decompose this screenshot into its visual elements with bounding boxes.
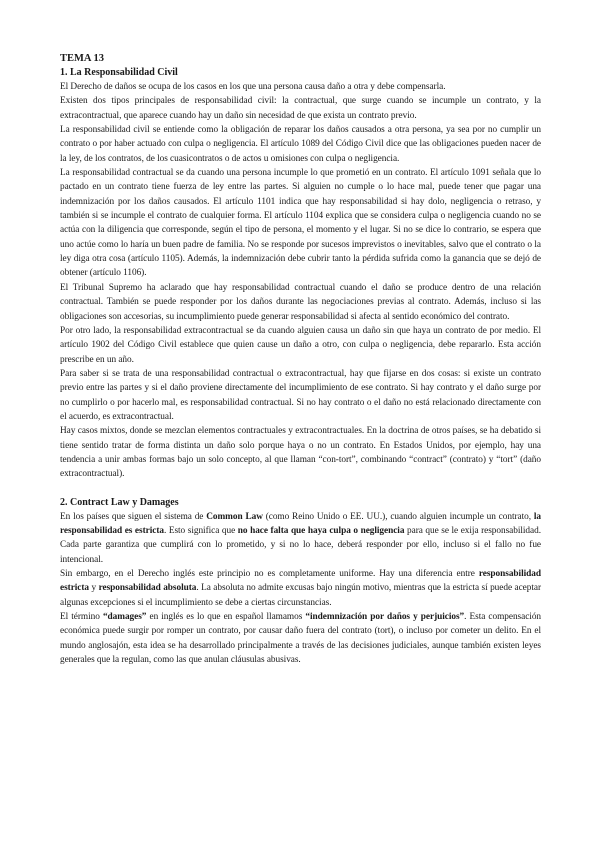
text-run: . La absoluta no admite excusas bajo ningún motivo, mientras que la estricta sí puede aceptar algunas excepciones si el incumplimiento se debe a ciertas circunstancias. bbox=[60, 583, 541, 608]
section-1-paragraph: Hay casos mixtos, donde se mezclan elementos contractuales y extracontractuales. En la doctrina de otros países, se ha debatido si tiene sentido tratar de forma distinta un daño solo porque haya o no un contrato. En Estados Unidos, por ejemplo, hay una tendencia a unir ambas formas bajo un solo concepto, al que llaman “con-tort”, combinando “contract” (contrato) y “tort” (daño extracontractual). bbox=[60, 426, 541, 480]
bold-term: “damages” bbox=[102, 612, 147, 623]
section-1-paragraph: El Derecho de daños se ocupa de los casos en los que una persona causa daño a otra y debe compensarla. bbox=[60, 82, 446, 92]
section-2-paragraph-1 bbox=[60, 510, 541, 567]
bold-term: la responsabilidad es estricta bbox=[60, 511, 541, 536]
text-run: El término bbox=[60, 612, 103, 623]
section-1-paragraph: La responsabilidad contractual se da cuando una persona incumple lo que prometió en un contrato. El artículo 1091 señala que lo pactado en un contrato tiene fuerza de ley entre las partes. Si alguien no cumple o lo hace mal, puede tener que pagar una indemnización por los daños causados. El artículo 1101 indica que hay responsabilidad si hay dolo, negligencia o retraso, y también si se incumple el contrato de cualquier forma. El artículo 1104 explica que se considera culpa o negligencia cuando no se actúa con la diligencia que corresponde, según el tipo de persona, el momento y el lugar. Si no se dice lo contrario, se espera que uno actúe como lo haría un buen padre de familia. No se responde por sucesos imprevistos o inevitables, salvo que el contrato o la ley diga otra cosa (artículo 1105). Además, la indemnización debe cubrir tanto la pérdida sufrida como la ganancia que se dejó de obtener (artículo 1106). bbox=[60, 168, 541, 279]
bold-term: Common Law bbox=[206, 511, 263, 522]
bold-term: no hace falta que haya culpa o negligencia bbox=[237, 525, 405, 536]
section-1-heading: 1. La Responsabilidad Civil bbox=[60, 67, 178, 78]
text-run: y bbox=[89, 583, 99, 594]
section-2-heading: 2. Contract Law y Damages bbox=[60, 496, 179, 508]
text-run: (como Reino Unido o EE. UU.), cuando alguien incumple un contrato, bbox=[262, 511, 534, 522]
text-run: . Esta compensación económica puede surgir por romper un contrato, por causar daño fuera del contrato (tort), o incluso por cometer un delito. En el mundo anglosajón, esta idea se ha desarrollado principalmente a través de las decisiones judiciales, aunque también existen leyes generales que la regulan, como las que anulan cláusulas abusivas. bbox=[60, 612, 542, 666]
bold-term: responsabilidad estricta bbox=[60, 569, 541, 594]
document-title: TEMA 13 bbox=[60, 53, 105, 64]
text-run: para que se le exija responsabilidad. Cada parte garantiza que cumplirá con lo prometido, y si no lo hace, deberá responder por ello, incluso si el fallo no fue intencional. bbox=[60, 525, 541, 565]
section-1-paragraph: Para saber si se trata de una responsabilidad contractual o extracontractual, hay que fijarse en dos cosas: si existe un contrato previo entre las partes y si el daño proviene directamente del incumplimiento de ese contrato. Si hay contrato y el daño surge por no cumplirlo o por hacerlo mal, es responsabilidad contractual. Si no hay contrato o el daño no está relacionado directamente con el acuerdo, es extracontractual. bbox=[60, 368, 541, 422]
section-1-paragraph: Existen dos tipos principales de responsabilidad civil: la contractual, que surge cuando se incumple un contrato, y la extracontractual, que aparece cuando hay un daño sin necesidad de que exista un contrato previo. bbox=[60, 96, 541, 121]
text-run: En los países que siguen el sistema de bbox=[60, 511, 207, 522]
text-run: Sin embargo, en el Derecho inglés este principio no es completamente uniforme. Hay una diferencia entre bbox=[60, 569, 479, 579]
section-1-paragraph: La responsabilidad civil se entiende como la obligación de reparar los daños causados a otra persona, ya sea por no cumplir un contrato o por haber actuado con culpa o negligencia. El artículo 1089 del Código Civil dice que las obligaciones pueden nacer de la ley, de los contratos, de los cuasicontratos o de actos u omisiones con culpa o negligencia. bbox=[60, 125, 541, 164]
section-1-paragraph: Por otro lado, la responsabilidad extracontractual se da cuando alguien causa un daño sin que haya un contrato de por medio. El artículo 1902 del Código Civil establece que quien cause un daño a otro, con culpa o negligencia, debe repararlo. Esta acción prescribe en un año. bbox=[60, 325, 541, 365]
bold-term: “indemnización por daños y perjuicios” bbox=[305, 612, 465, 623]
section-spacer bbox=[60, 482, 541, 496]
section-2-paragraph-3 bbox=[60, 610, 541, 667]
document-body bbox=[60, 52, 541, 667]
section-1-paragraph: El Tribunal Supremo ha aclarado que hay responsabilidad contractual cuando el daño se produce dentro de una relación contractual. También se puede responder por los daños durante las negociaciones previas al contrato. Además, incluso si las obligaciones son accesorias, su incumplimiento puede generar responsabilidad si afecta al sentido económico del contrato. bbox=[60, 282, 541, 322]
section-2-paragraph-2 bbox=[60, 567, 541, 610]
bold-term: responsabilidad absoluta bbox=[98, 583, 197, 594]
text-run: . Esto significa que bbox=[163, 525, 238, 536]
text-run: en inglés es lo que en español llamamos bbox=[146, 612, 306, 623]
